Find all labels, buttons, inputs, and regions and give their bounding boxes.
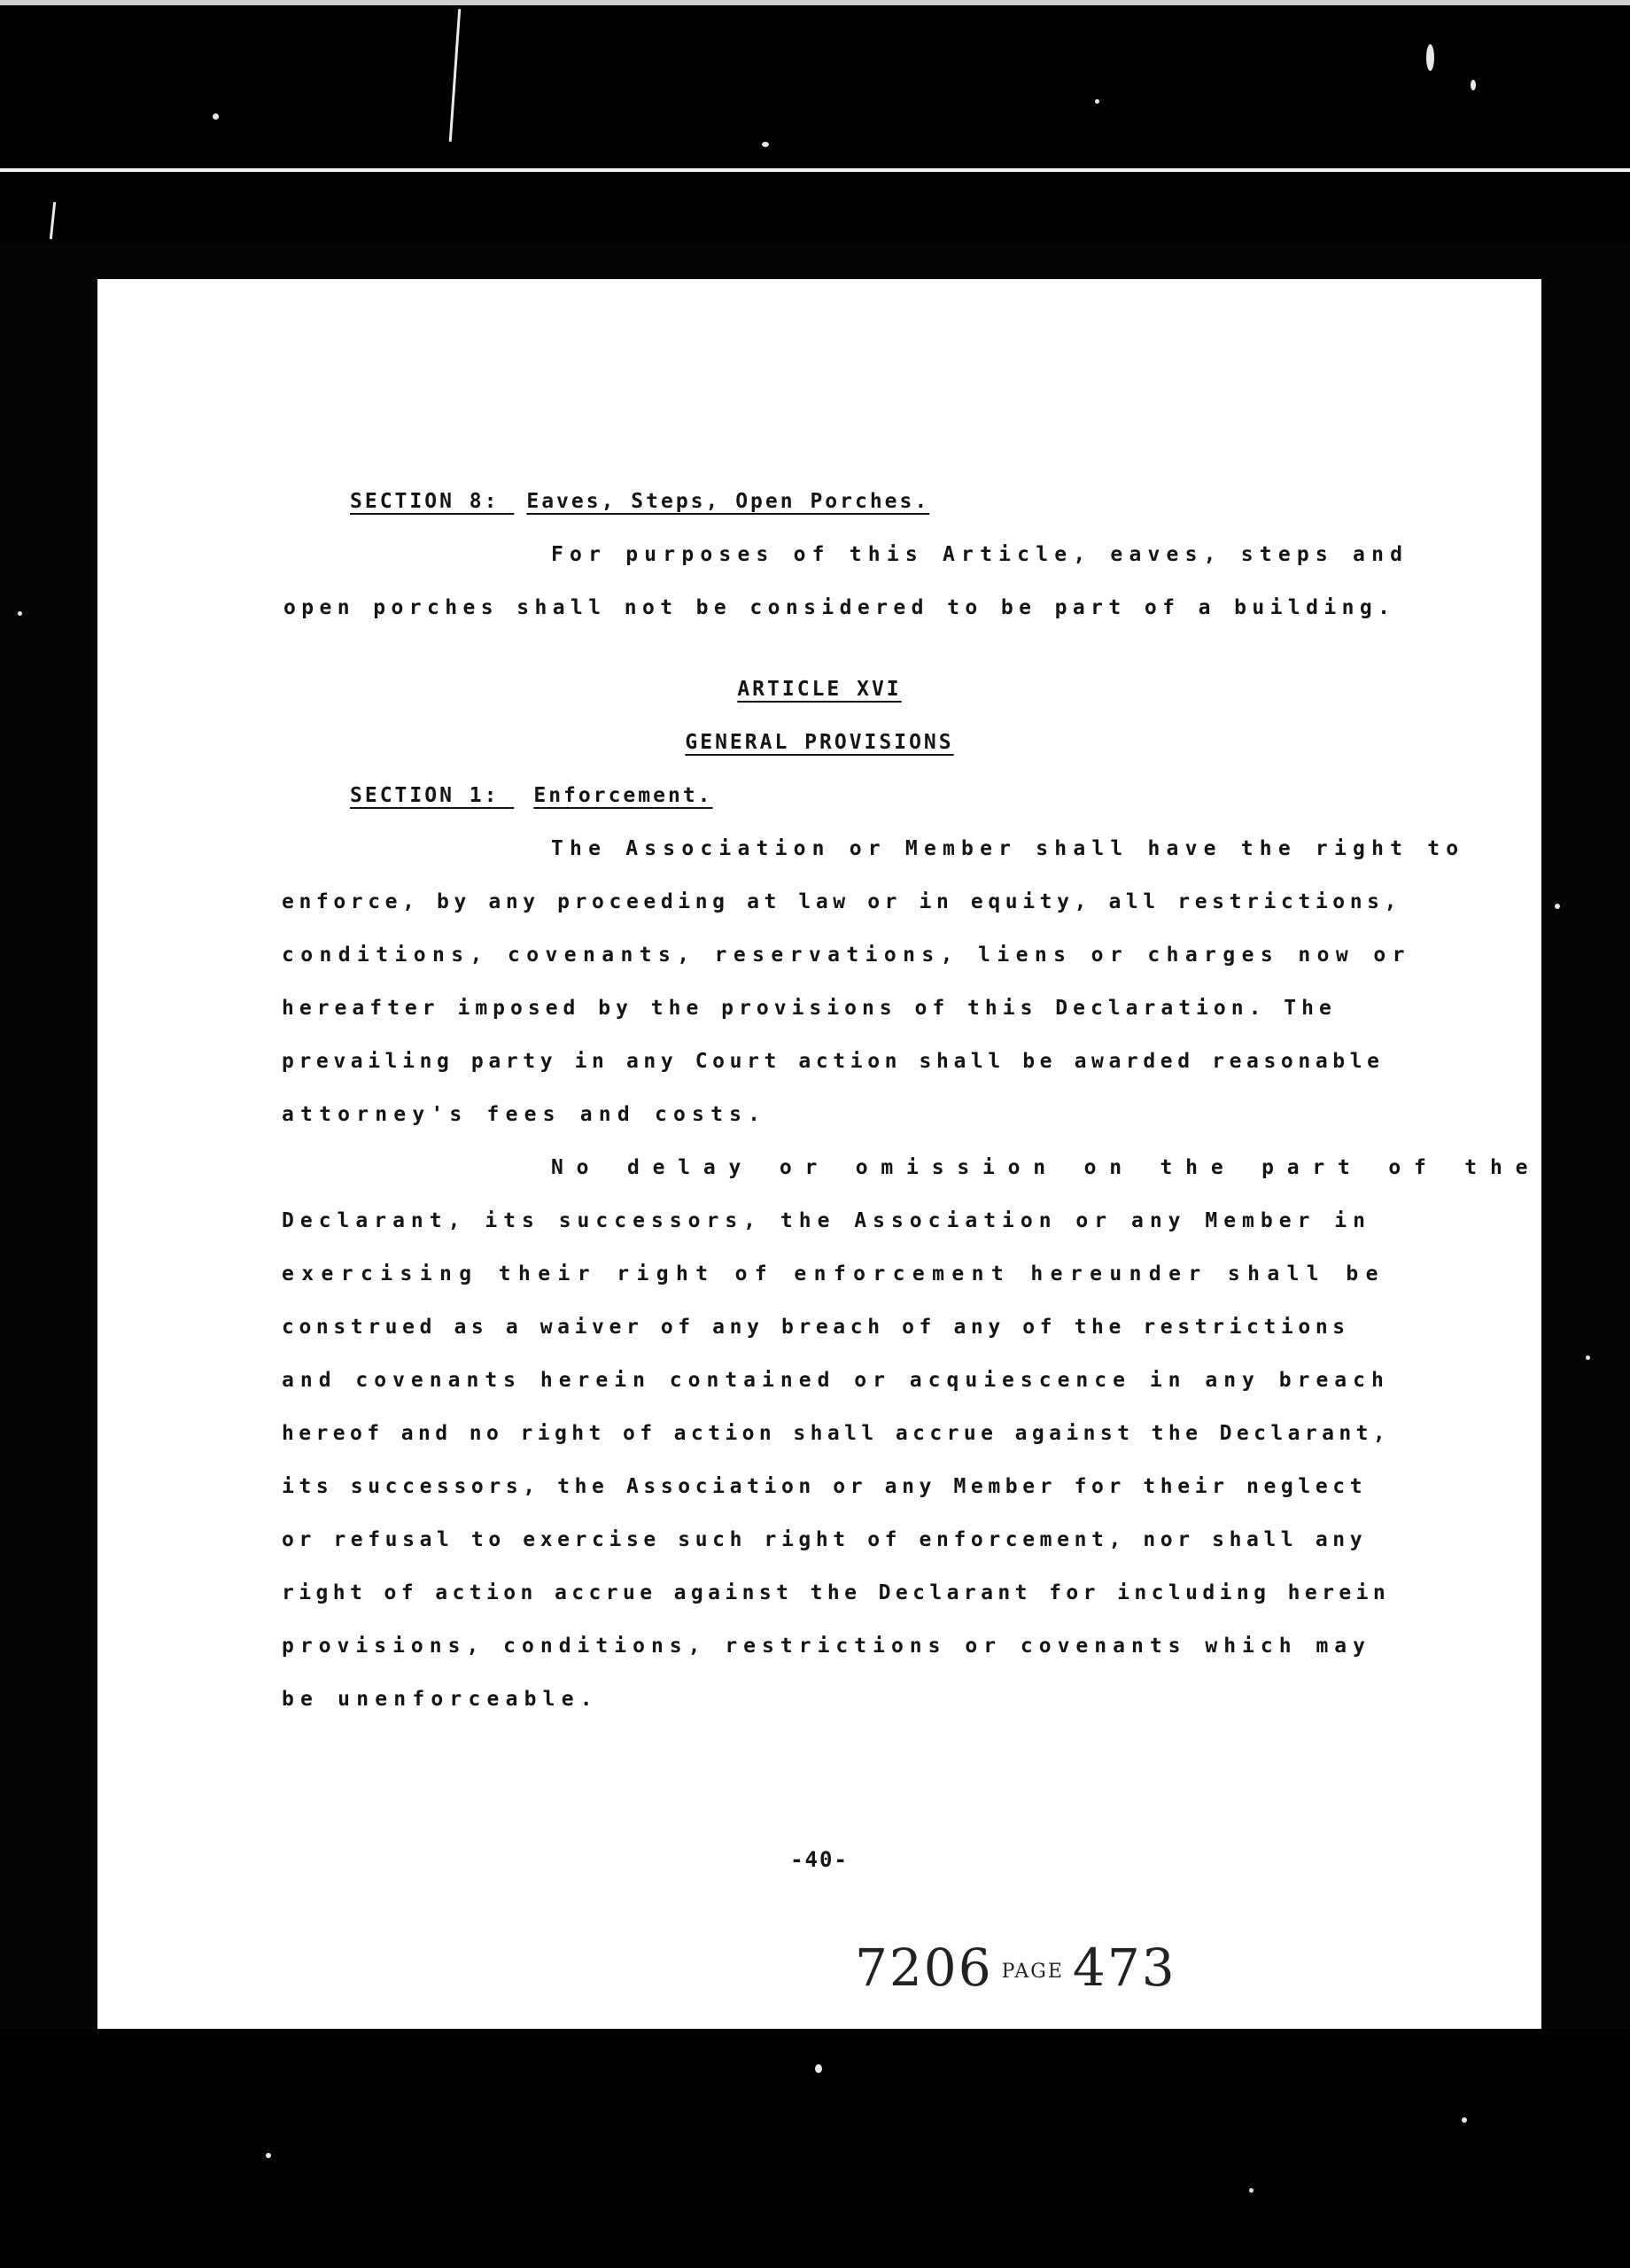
paragraph-2-line: be unenforceable. — [282, 1688, 599, 1711]
scan-speck — [213, 113, 219, 120]
paragraph-1-line: attorney's fees and costs. — [282, 1103, 767, 1126]
article-number: ARTICLE XVI — [737, 678, 902, 701]
paragraph-1-line: prevailing party in any Court action shall be awarded reasonable — [282, 1050, 1385, 1073]
paragraph-1-line: conditions, covenants, reservations, liens or charges now or — [282, 944, 1411, 967]
paragraph-2-line: construed as a waiver of any breach of any of the restrictions — [282, 1316, 1350, 1339]
section-8-line: For purposes of this Article, eaves, steps and — [551, 543, 1409, 566]
scan-speck — [18, 611, 22, 616]
paragraph-2-line: provisions, conditions, restrictions or covenants which may — [282, 1635, 1371, 1658]
scan-speck — [1555, 904, 1560, 909]
recording-stamp-mid: PAGE — [1001, 1961, 1064, 1984]
section-8-line: open porches shall not be considered to be part of a building. — [283, 596, 1396, 619]
paragraph-2-line: and covenants herein contained or acquiescence in any breach — [282, 1369, 1390, 1392]
scan-top-border — [0, 0, 1630, 244]
paragraph-2-line: exercising their right of enforcement hereunder shall be — [282, 1262, 1386, 1285]
recording-stamp-page: 473 — [1072, 1938, 1176, 1998]
paragraph-2-line: right of action accrue against the Declarant for including herein — [282, 1581, 1391, 1604]
scan-speck — [1095, 99, 1099, 104]
section-8-heading — [350, 490, 929, 513]
section-1-title: Enforcement. — [533, 784, 713, 807]
paragraph-2-line: Declarant, its successors, the Association or any Member in — [282, 1209, 1371, 1232]
section-8-label: SECTION 8: — [350, 490, 500, 513]
paragraph-1-line: enforce, by any proceeding at law or in equity, all restrictions, — [282, 890, 1402, 913]
scan-speck — [1462, 2117, 1467, 2123]
scan-bottom-border — [0, 2029, 1630, 2268]
scan-speck — [1426, 44, 1434, 71]
page-number: -40- — [790, 1847, 849, 1872]
section-1-heading — [350, 784, 713, 807]
paragraph-2-line: its successors, the Association or any Member for their neglect — [282, 1475, 1368, 1498]
section-8-title: Eaves, Steps, Open Porches. — [526, 490, 930, 513]
paragraph-1-line: hereafter imposed by the provisions of this Declaration. The — [282, 997, 1337, 1020]
scan-speck — [1249, 2188, 1254, 2193]
scan-top-rule — [0, 168, 1630, 172]
scan-speck — [762, 142, 769, 147]
article-title: GENERAL PROVISIONS — [685, 731, 954, 754]
scan-speck — [815, 2064, 822, 2073]
paragraph-2-line: hereof and no right of action shall accrue against the Declarant, — [282, 1422, 1391, 1445]
paragraph-2-line: No delay or omission on the part of the — [551, 1156, 1541, 1179]
document-page — [97, 279, 1541, 2029]
recording-stamp-book: 7206 — [855, 1938, 993, 1998]
scan-speck — [1586, 1355, 1590, 1360]
scan-top-edge — [0, 0, 1630, 5]
paragraph-1-line: The Association or Member shall have the right to — [551, 837, 1465, 860]
scan-speck — [266, 2153, 271, 2158]
recording-stamp — [855, 1938, 1176, 1998]
scan-speck — [1471, 80, 1476, 90]
paragraph-2-line: or refusal to exercise such right of enforcement, nor shall any — [282, 1528, 1368, 1551]
section-1-label: SECTION 1: — [350, 784, 500, 807]
